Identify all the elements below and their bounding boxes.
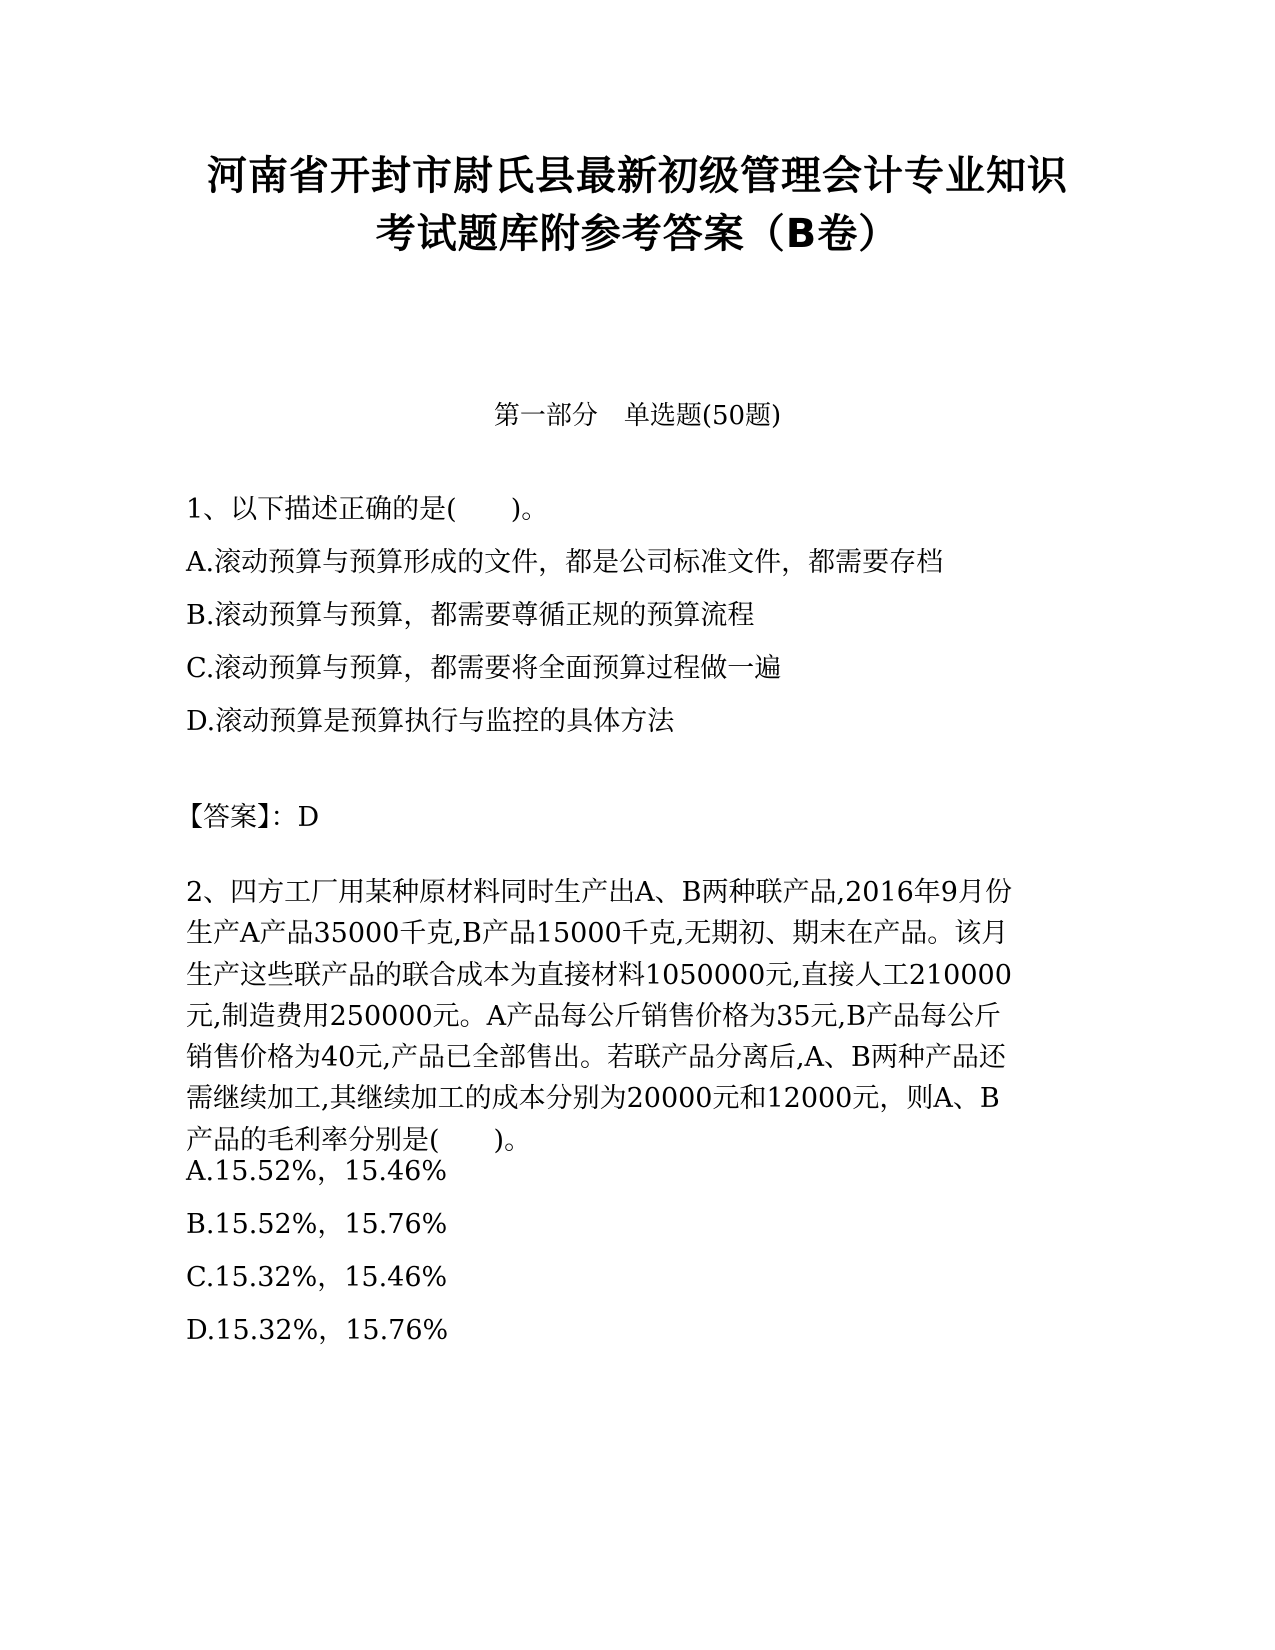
question-2-stem-line: 产品的毛利率分别是( )。 — [186, 1124, 532, 1156]
question-2-option-d: D.15.32%，15.76% — [186, 1315, 449, 1346]
question-2-stem-line: 需继续加工,其继续加工的成本分别为20000元和12000元，则A、B — [186, 1083, 1000, 1115]
question-2-stem-line: 2、四方工厂用某种原材料同时生产出A、B两种联产品,2016年9月份 — [186, 877, 1012, 908]
question-2-stem-line: 生产这些联产品的联合成本为直接材料1050000元,直接人工210000 — [186, 959, 1012, 991]
question-2-stem-line: 元,制造费用250000元。A产品每公斤销售价格为35元,B产品每公斤 — [186, 1000, 1001, 1032]
question-1-stem: 1、以下描述正确的是( )。 — [186, 494, 549, 525]
question-1-option-d: D.滚动预算是预算执行与监控的具体方法 — [186, 706, 675, 737]
question-1-answer: 【答案】：D — [176, 802, 320, 833]
document-title-line-1: 河南省开封市尉氏县最新初级管理会计专业知识 — [207, 153, 1068, 199]
question-1-option-b: B.滚动预算与预算，都需要尊循正规的预算流程 — [186, 600, 755, 631]
question-2-option-c: C.15.32%，15.46% — [186, 1262, 448, 1293]
question-1-option-a: A.滚动预算与预算形成的文件，都是公司标准文件，都需要存档 — [186, 547, 944, 578]
question-2-stem — [186, 872, 1086, 1161]
question-2-stem-line: 生产A产品35000千克,B产品15000千克,无期初、期末在产品。该月 — [186, 918, 1009, 950]
question-2-stem-line: 销售价格为40元,产品已全部售出。若联产品分离后,A、B两种产品还 — [186, 1042, 1006, 1074]
document-title-line-2: 考试题库附参考答案（B卷） — [375, 211, 900, 257]
section-heading: 第一部分 单选题(50题) — [493, 401, 782, 431]
question-2-option-a: A.15.52%，15.46% — [186, 1156, 447, 1187]
question-2-option-b: B.15.52%，15.76% — [186, 1209, 448, 1240]
question-1-option-c: C.滚动预算与预算，都需要将全面预算过程做一遍 — [186, 653, 782, 684]
